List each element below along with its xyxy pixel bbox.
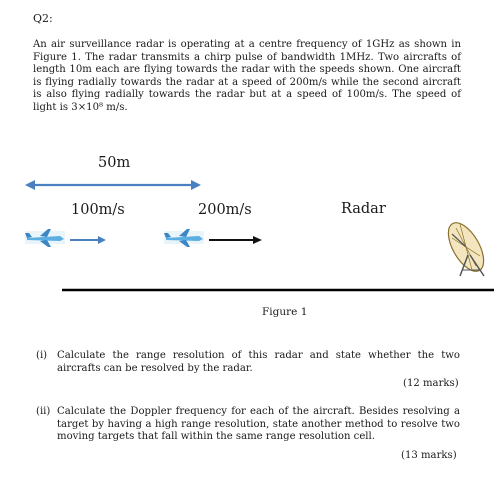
distance-double-arrow bbox=[25, 180, 201, 190]
radar-dish-icon bbox=[441, 217, 491, 277]
figure-caption: Figure 1 bbox=[262, 306, 308, 318]
marks-label: (12 marks) bbox=[403, 378, 459, 389]
aircraft-icon bbox=[25, 229, 65, 247]
marks-label: (13 marks) bbox=[401, 450, 457, 461]
distance-label: 50m bbox=[98, 155, 131, 171]
question-number: (i) bbox=[36, 350, 48, 361]
question-text: Calculate the Doppler frequency for each of the aircraft. Besides resolving a target by having a high range resolution, state another method to resolve two moving targets that fall within the same range resolution cell. bbox=[57, 406, 460, 442]
slow-aircraft-arrow bbox=[70, 236, 106, 244]
question-text: Calculate the range resolution of this radar and state whether the two aircrafts can be resolved by the radar. bbox=[57, 350, 460, 374]
speed-label-slow: 100m/s bbox=[71, 202, 125, 218]
question-intro: An air surveillance radar is operating at a centre frequency of 1GHz as shown in Figure 1. The radar transmits a chirp pulse of bandwidth 1MHz. Two aircrafts of length 10m each are flying towards the radar with the speeds shown. One aircraft is flying radially towards the radar at a speed of 200m/s while the second aircraft is also flying radially towards the radar but at a speed of 100m/s. The speed of light is 3×10⁸ m/s. bbox=[33, 39, 461, 113]
radar-label: Radar bbox=[341, 201, 386, 217]
question-number: (ii) bbox=[36, 406, 51, 417]
question-label: Q2: bbox=[33, 12, 53, 25]
aircraft-icon bbox=[164, 229, 204, 247]
fast-aircraft-arrow bbox=[209, 236, 262, 244]
speed-label-fast: 200m/s bbox=[198, 202, 252, 218]
